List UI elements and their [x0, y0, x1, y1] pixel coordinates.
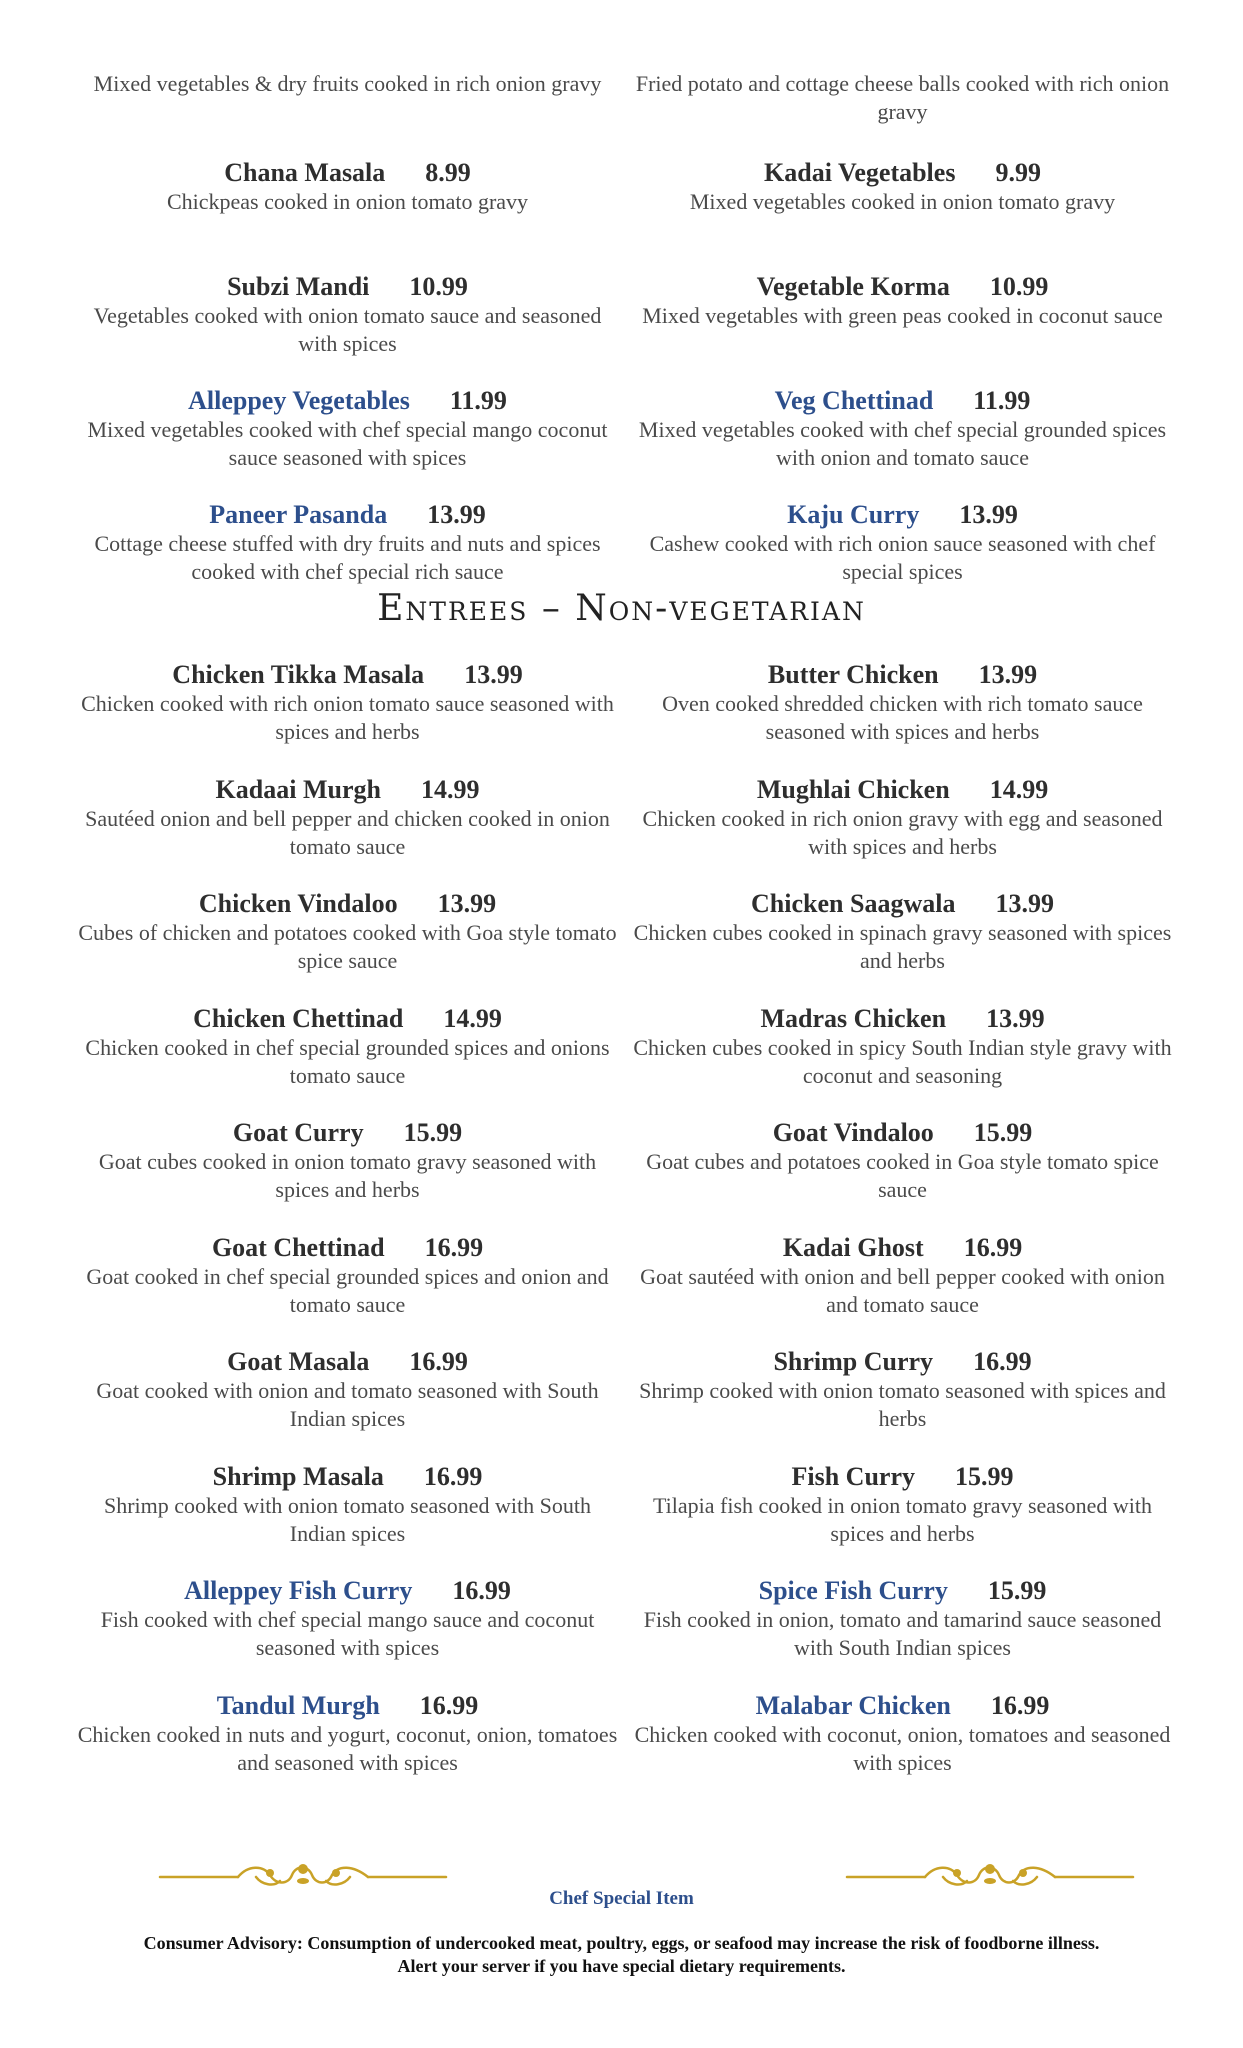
menu-item-price: 8.99 — [425, 158, 471, 187]
menu-item-price: 15.99 — [987, 1576, 1047, 1605]
menu-item-name: Chicken Tikka Masala — [172, 660, 425, 689]
menu-item-heading — [76, 386, 619, 416]
menu-item-price: 10.99 — [989, 272, 1049, 301]
menu-item-heading — [631, 1462, 1174, 1492]
menu-item-heading — [76, 775, 619, 805]
menu-item-heading — [631, 158, 1174, 188]
menu-item-name: Paneer Pasanda — [209, 500, 388, 529]
menu-item-name: Chicken Vindaloo — [198, 889, 398, 918]
menu-item — [625, 1576, 1180, 1691]
menu-item-price: 13.99 — [437, 889, 497, 918]
menu-item-description: Oven cooked shredded chicken with rich tomato sauce seasoned with spices and herbs — [662, 691, 1143, 744]
menu-item-price: 9.99 — [995, 158, 1041, 187]
menu-item-price: 15.99 — [403, 1118, 463, 1147]
menu-item-name: Alleppey Fish Curry — [184, 1576, 413, 1605]
menu-item — [625, 1004, 1180, 1119]
menu-item — [625, 1691, 1180, 1806]
menu-item — [625, 1347, 1180, 1462]
section-title: Entrees – Non-vegetarian — [377, 588, 866, 629]
menu-item — [625, 70, 1180, 158]
menu-item-price: 13.99 — [995, 889, 1054, 918]
menu-item-price: 15.99 — [955, 1461, 1014, 1491]
non-vegetarian-entrees-grid — [70, 660, 1180, 1805]
menu-item-price: 10.99 — [409, 272, 468, 301]
menu-item-name: Madras Chicken — [760, 1003, 947, 1033]
menu-item-name: Chana Masala — [224, 158, 386, 187]
menu-item-name: Goat Chettinad — [211, 1232, 385, 1262]
menu-item-description: Mixed vegetables with green peas cooked in coconut sauce — [642, 303, 1163, 328]
menu-item — [70, 70, 625, 158]
menu-item — [70, 889, 625, 1004]
menu-item — [70, 1118, 625, 1233]
menu-item-heading — [76, 660, 619, 690]
menu-item-heading — [631, 1004, 1174, 1034]
menu-item-description: Shrimp cooked with onion tomato seasoned with South Indian spices — [103, 1492, 592, 1546]
menu-item-name: Kaju Curry — [787, 500, 920, 529]
menu-item-description: Fish cooked with chef special mango sauce and coconut seasoned with spices — [100, 1607, 595, 1660]
menu-item-price: 13.99 — [986, 1003, 1045, 1033]
menu-item-heading — [76, 1004, 619, 1034]
menu-item-description: Chicken cooked in rich onion gravy with egg and seasoned with spices and herbs — [642, 805, 1163, 859]
menu-item-name: Veg Chettinad — [774, 386, 934, 415]
menu-item-heading — [631, 1347, 1174, 1377]
menu-item-description: Chickpeas cooked in onion tomato gravy — [166, 189, 529, 214]
menu-item-price: 14.99 — [989, 774, 1049, 804]
menu-item-description: Fish cooked in onion, tomato and tamarind sauce seasoned with South Indian spices — [643, 1607, 1162, 1660]
menu-item-price: 14.99 — [443, 1003, 502, 1033]
consumer-advisory — [0, 1932, 1243, 1978]
menu-item-price: 11.99 — [973, 386, 1031, 415]
menu-item-description: Goat cooked with onion and tomato seasoned with South Indian spices — [96, 1378, 599, 1431]
menu-item-heading — [631, 500, 1174, 530]
menu-item — [70, 1691, 625, 1806]
menu-item-name: Subzi Mandi — [227, 272, 370, 301]
menu-item-name: Alleppey Vegetables — [188, 386, 410, 415]
menu-item-name: Kadai Vegetables — [764, 158, 956, 187]
menu-item-price: 16.99 — [973, 1347, 1032, 1376]
menu-item-heading — [631, 272, 1174, 302]
menu-item — [70, 1462, 625, 1577]
menu-item-heading — [76, 1233, 619, 1263]
menu-item-price: 16.99 — [990, 1690, 1050, 1720]
menu-item — [70, 1347, 625, 1462]
menu-item-heading — [631, 660, 1174, 690]
menu-item-name: Shrimp Curry — [773, 1347, 934, 1376]
menu-item-heading — [631, 1576, 1174, 1606]
menu-item — [625, 660, 1180, 775]
menu-item-description: Chicken cooked with rich onion tomato sauce seasoned with spices and herbs — [81, 691, 614, 744]
menu-item-description: Chicken cubes cooked in spicy South Indian style gravy with coconut and seasoning — [633, 1034, 1172, 1088]
menu-item — [625, 386, 1180, 500]
menu-item-price: 13.99 — [978, 660, 1038, 689]
menu-item-price: 16.99 — [419, 1690, 479, 1720]
menu-item-heading — [631, 775, 1174, 805]
menu-item-price: 16.99 — [409, 1347, 468, 1376]
menu-item-price: 13.99 — [427, 500, 486, 529]
menu-item-description: Chicken cooked in nuts and yogurt, coconut, onion, tomatoes and seasoned with spices — [77, 1721, 618, 1775]
menu-item-heading — [631, 1691, 1174, 1721]
menu-item-description: Mixed vegetables cooked with chef special grounded spices with onion and tomato sauce — [638, 417, 1167, 470]
menu-item-name: Goat Masala — [227, 1347, 370, 1376]
menu-item-name: Mughlai Chicken — [756, 774, 950, 804]
menu-item — [625, 1462, 1180, 1577]
menu-item-description: Goat cooked in chef special grounded spices and onion and tomato sauce — [86, 1263, 609, 1317]
menu-item-price: 15.99 — [973, 1118, 1033, 1147]
menu-item-description: Mixed vegetables cooked with chef special mango coconut sauce seasoned with spices — [87, 417, 608, 470]
menu-item-description: Cottage cheese stuffed with dry fruits and nuts and spices cooked with chef special rich sauce — [94, 531, 601, 584]
menu-item — [70, 660, 625, 775]
menu-item-heading — [76, 500, 619, 530]
menu-item-name: Chicken Saagwala — [751, 889, 956, 918]
menu-item-name: Malabar Chicken — [755, 1690, 951, 1720]
menu-item-name: Chicken Chettinad — [193, 1003, 404, 1033]
menu-item-heading — [76, 1576, 619, 1606]
menu-item-heading — [76, 1118, 619, 1148]
menu-item-description: Goat cubes and potatoes cooked in Goa style tomato spice sauce — [646, 1149, 1159, 1202]
menu-item-name: Shrimp Masala — [212, 1461, 384, 1491]
menu-item — [625, 1118, 1180, 1233]
menu-item-description: Fried potato and cottage cheese balls cooked with rich onion gravy — [635, 71, 1170, 124]
menu-item-price: 13.99 — [959, 500, 1018, 529]
menu-item — [70, 1576, 625, 1691]
menu-item-description: Goat cubes cooked in onion tomato gravy seasoned with spices and herbs — [98, 1149, 597, 1202]
menu-item — [70, 386, 625, 500]
menu-item-name: Kadaai Murgh — [215, 774, 381, 804]
menu-item-name: Tandul Murgh — [216, 1690, 380, 1720]
menu-item-description: Mixed vegetables & dry fruits cooked in rich onion gravy — [93, 71, 602, 96]
menu-item-price: 16.99 — [423, 1461, 483, 1491]
menu-item-heading — [76, 1691, 619, 1721]
menu-item-heading — [76, 272, 619, 302]
menu-item-price: 14.99 — [420, 774, 480, 804]
menu-item-description: Cashew cooked with rich onion sauce seasoned with chef special spices — [649, 531, 1156, 584]
menu-item-heading — [76, 158, 619, 188]
menu-item-name: Vegetable Korma — [756, 272, 950, 301]
advisory-line-2: Alert your server if you have special dietary requirements. — [397, 1956, 846, 1976]
menu-item-heading — [631, 1233, 1174, 1263]
menu-item-description: Mixed vegetables cooked in onion tomato gravy — [689, 189, 1116, 214]
menu-item-heading — [631, 386, 1174, 416]
menu-item-name: Goat Vindaloo — [772, 1118, 934, 1147]
menu-item-description: Chicken cooked with coconut, onion, tomatoes and seasoned with spices — [634, 1721, 1171, 1775]
menu-item-description: Vegetables cooked with onion tomato sauce and seasoned with spices — [93, 303, 602, 356]
menu-item-name: Butter Chicken — [767, 660, 939, 689]
menu-item-heading — [631, 1118, 1174, 1148]
menu-item-heading — [76, 889, 619, 919]
menu-item — [70, 1004, 625, 1119]
menu-item — [70, 272, 625, 386]
menu-item-heading — [76, 1347, 619, 1377]
menu-item — [70, 775, 625, 890]
menu-item-price: 16.99 — [452, 1576, 511, 1605]
menu-item-name: Kadai Ghost — [782, 1232, 924, 1262]
menu-item — [625, 1233, 1180, 1348]
menu-item-description: Cubes of chicken and potatoes cooked with Goa style tomato spice sauce — [78, 920, 617, 973]
menu-item-heading — [76, 1462, 619, 1492]
menu-item-description: Shrimp cooked with onion tomato seasoned with spices and herbs — [639, 1378, 1166, 1431]
advisory-line-1: Consumer Advisory: Consumption of undercooked meat, poultry, eggs, or seafood may increase the risk of foodborne illness. — [143, 1933, 1100, 1953]
menu-item-price: 13.99 — [464, 660, 523, 689]
menu-item — [70, 1233, 625, 1348]
menu-item-description: Tilapia fish cooked in onion tomato gravy seasoned with spices and herbs — [652, 1492, 1152, 1546]
menu-item-name: Spice Fish Curry — [758, 1576, 948, 1605]
menu-item-heading — [631, 889, 1174, 919]
menu-item-description: Goat sautéed with onion and bell pepper cooked with onion and tomato sauce — [640, 1263, 1165, 1317]
menu-item — [625, 272, 1180, 386]
menu-item-description: Chicken cooked in chef special grounded spices and onions tomato sauce — [85, 1034, 610, 1088]
menu-item-price: 11.99 — [449, 386, 507, 415]
menu-item-name: Fish Curry — [791, 1461, 915, 1491]
menu-item — [625, 158, 1180, 272]
chef-special-legend: Chef Special Item — [549, 1888, 694, 1909]
menu-item — [70, 158, 625, 272]
menu-item-price: 16.99 — [963, 1232, 1023, 1262]
menu-item — [625, 889, 1180, 1004]
menu-item-name: Goat Curry — [232, 1118, 364, 1147]
menu-item-price: 16.99 — [424, 1232, 484, 1262]
vegetarian-entrees-grid — [70, 70, 1180, 614]
menu-item — [625, 775, 1180, 890]
menu-item-description: Chicken cubes cooked in spinach gravy seasoned with spices and herbs — [633, 920, 1172, 973]
menu-item-description: Sautéed onion and bell pepper and chicken cooked in onion tomato sauce — [85, 805, 610, 859]
